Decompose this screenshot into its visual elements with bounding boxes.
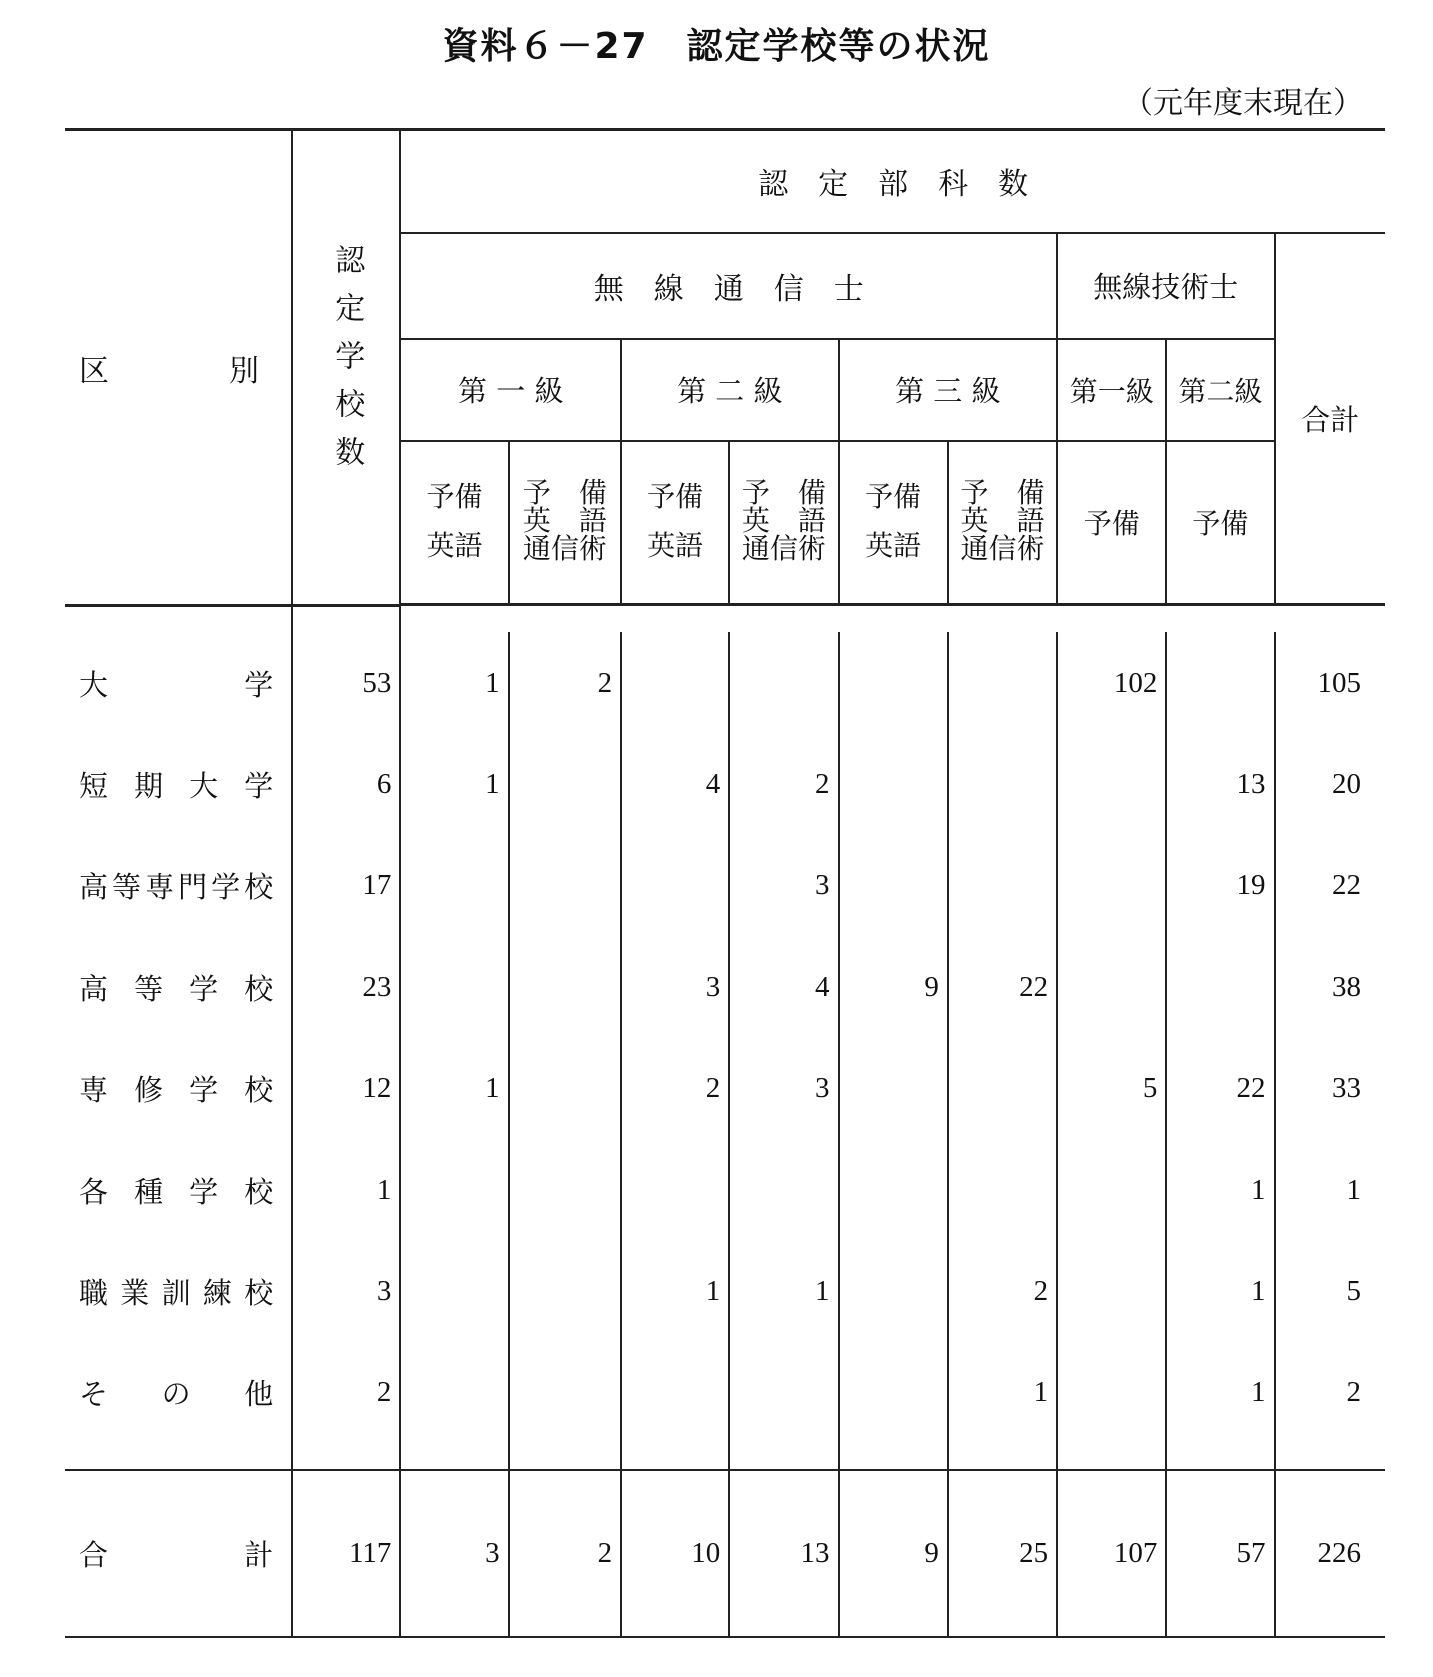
header-eng2-prep bbox=[1166, 441, 1274, 604]
row-school-count: 23 bbox=[292, 937, 400, 1038]
row-value-c4: 4 bbox=[729, 937, 838, 1038]
row-value-c4: 3 bbox=[729, 835, 838, 936]
row-value-c3 bbox=[621, 1342, 729, 1443]
row-value-c6: 25 bbox=[948, 1470, 1057, 1637]
row-value-c1 bbox=[400, 1342, 508, 1443]
table-row bbox=[65, 937, 1385, 1038]
row-total: 1 bbox=[1346, 1173, 1361, 1206]
row-school-count: 17 bbox=[292, 835, 400, 936]
header-school-count-label: 認定学校数 bbox=[329, 244, 365, 485]
row-total: 226 bbox=[1275, 1470, 1385, 1637]
row-value-c5 bbox=[839, 734, 948, 835]
row-value-c4: 3 bbox=[729, 1038, 838, 1139]
row-category: そ の 他 bbox=[65, 1342, 292, 1443]
row-value-c4 bbox=[729, 1139, 838, 1240]
row-value-c2: 2 bbox=[509, 632, 622, 733]
header-g2-prep-eng-comm bbox=[729, 441, 838, 604]
row-value-c4: 13 bbox=[729, 1470, 838, 1637]
header-radio-operator bbox=[400, 233, 1057, 339]
row-category: 各種学校 bbox=[65, 1139, 292, 1240]
sub-label-prep: 予 備 bbox=[522, 476, 607, 510]
header-g3-prep-eng-comm bbox=[948, 441, 1057, 604]
sub-label-english: 英 語 bbox=[522, 504, 607, 538]
row-category: 高等学校 bbox=[65, 937, 292, 1038]
row-value-c7 bbox=[1057, 734, 1166, 835]
table-row bbox=[65, 1038, 1385, 1139]
row-value-c2 bbox=[509, 734, 622, 835]
row-category: 専修学校 bbox=[65, 1038, 292, 1139]
row-value-c2: 2 bbox=[509, 1470, 622, 1637]
row-school-count: 53 bbox=[292, 632, 400, 733]
header-eng-grade2 bbox=[1166, 339, 1274, 441]
spacer-row bbox=[65, 1444, 1385, 1470]
sub-label-comm: 通信術 bbox=[522, 532, 607, 566]
row-total: 105 bbox=[1317, 666, 1361, 699]
row-value-c7 bbox=[1057, 835, 1166, 936]
row-value-c6: 1 bbox=[948, 1342, 1057, 1443]
row-value-c7: 107 bbox=[1057, 1470, 1166, 1637]
row-value-c3: 3 bbox=[621, 937, 729, 1038]
row-value-c7: 102 bbox=[1057, 632, 1166, 733]
row-value-c5: 9 bbox=[839, 937, 948, 1038]
row-value-c8 bbox=[1166, 632, 1274, 733]
sub-label-prep: 予 備 bbox=[741, 476, 826, 510]
table-row bbox=[65, 1139, 1385, 1240]
document-title: 資料６－27 認定学校等の状況 bbox=[442, 26, 991, 67]
row-value-c2 bbox=[509, 1342, 622, 1443]
header-dept-count-label: 認 定 部 科 数 bbox=[758, 167, 1029, 203]
row-value-c7 bbox=[1057, 1241, 1166, 1342]
row-school-count: 1 bbox=[292, 1139, 400, 1240]
row-category: 職業訓練校 bbox=[65, 1241, 292, 1342]
row-value-c1: 1 bbox=[400, 1038, 508, 1139]
header-grade3-label: 第 三 級 bbox=[895, 374, 1001, 409]
row-value-c5: 9 bbox=[839, 1470, 948, 1637]
sub-label-english: 英語 bbox=[426, 529, 483, 563]
row-value-c5 bbox=[839, 835, 948, 936]
row-value-c3: 4 bbox=[621, 734, 729, 835]
row-value-c8: 1 bbox=[1166, 1342, 1274, 1443]
row-school-count: 6 bbox=[292, 734, 400, 835]
table-row bbox=[65, 835, 1385, 936]
header-category-label: 区 別 bbox=[79, 353, 259, 389]
table-body bbox=[65, 632, 1385, 1637]
table-row bbox=[65, 1241, 1385, 1342]
row-value-c2 bbox=[509, 1241, 622, 1342]
sub-label-prep: 予備 bbox=[1083, 507, 1140, 541]
header-radio-operator-label: 無 線 通 信 士 bbox=[593, 271, 864, 307]
row-value-c3 bbox=[621, 1139, 729, 1240]
certified-schools-table bbox=[65, 128, 1385, 1638]
header-school-count bbox=[292, 130, 400, 605]
row-value-c8: 1 bbox=[1166, 1139, 1274, 1240]
row-value-c8: 13 bbox=[1166, 734, 1274, 835]
row-total: 38 bbox=[1332, 970, 1361, 1003]
row-value-c3: 10 bbox=[621, 1470, 729, 1637]
header-g1-prep-english bbox=[400, 441, 508, 604]
header-dept-count bbox=[400, 130, 1385, 233]
table-row bbox=[65, 1342, 1385, 1443]
row-value-c2 bbox=[509, 1038, 622, 1139]
header-radio-engineer bbox=[1057, 233, 1274, 339]
totals-row bbox=[65, 1470, 1385, 1637]
row-value-c3 bbox=[621, 632, 729, 733]
row-value-c5 bbox=[839, 1241, 948, 1342]
header-g3-prep-english bbox=[839, 441, 948, 604]
row-school-count: 3 bbox=[292, 1241, 400, 1342]
row-value-c8: 57 bbox=[1166, 1470, 1274, 1637]
header-total-label: 合計 bbox=[1301, 402, 1360, 437]
row-value-c3: 1 bbox=[621, 1241, 729, 1342]
row-value-c8: 1 bbox=[1166, 1241, 1274, 1342]
row-school-count: 117 bbox=[292, 1470, 400, 1637]
row-category: 短期大学 bbox=[65, 734, 292, 835]
row-value-c4 bbox=[729, 1342, 838, 1443]
sub-label-prep: 予備 bbox=[426, 480, 483, 514]
row-value-c7 bbox=[1057, 1342, 1166, 1443]
row-value-c3 bbox=[621, 835, 729, 936]
header-grade2-label: 第 二 級 bbox=[677, 374, 783, 409]
sub-label-comm: 通信術 bbox=[741, 532, 826, 566]
row-value-c1: 3 bbox=[400, 1470, 508, 1637]
row-total: 33 bbox=[1332, 1072, 1361, 1105]
row-value-c7 bbox=[1057, 1139, 1166, 1240]
row-value-c1 bbox=[400, 835, 508, 936]
header-grade1 bbox=[400, 339, 621, 441]
header-grade3 bbox=[839, 339, 1058, 441]
row-value-c6 bbox=[948, 734, 1057, 835]
row-value-c7: 5 bbox=[1057, 1038, 1166, 1139]
row-value-c5 bbox=[839, 1342, 948, 1443]
header-eng-grade1-label: 第一級 bbox=[1069, 374, 1154, 408]
row-total: 22 bbox=[1332, 869, 1361, 902]
date-note: （元年度末現在） bbox=[1123, 86, 1363, 121]
table-row bbox=[65, 632, 1385, 733]
row-total: 20 bbox=[1332, 767, 1361, 800]
row-value-c7 bbox=[1057, 937, 1166, 1038]
sub-label-prep: 予 備 bbox=[960, 476, 1045, 510]
header-eng-grade2-label: 第二級 bbox=[1178, 374, 1263, 408]
row-value-c1 bbox=[400, 1139, 508, 1240]
sub-label-english: 英語 bbox=[647, 529, 704, 563]
header-radio-engineer-label: 無線技術士 bbox=[1093, 270, 1239, 305]
row-value-c5 bbox=[839, 1139, 948, 1240]
row-value-c2 bbox=[509, 1139, 622, 1240]
row-value-c8 bbox=[1166, 937, 1274, 1038]
row-value-c6: 2 bbox=[948, 1241, 1057, 1342]
row-value-c3: 2 bbox=[621, 1038, 729, 1139]
header-g2-prep-english bbox=[621, 441, 729, 604]
row-value-c5 bbox=[839, 632, 948, 733]
row-category: 大 学 bbox=[65, 632, 292, 733]
row-value-c8: 22 bbox=[1166, 1038, 1274, 1139]
row-school-count: 12 bbox=[292, 1038, 400, 1139]
header-total bbox=[1275, 233, 1385, 604]
table-row bbox=[65, 734, 1385, 835]
row-value-c1: 1 bbox=[400, 734, 508, 835]
row-value-c6 bbox=[948, 835, 1057, 936]
row-value-c1 bbox=[400, 937, 508, 1038]
row-value-c4: 1 bbox=[729, 1241, 838, 1342]
row-total: 5 bbox=[1346, 1274, 1361, 1307]
sub-label-prep: 予備 bbox=[1192, 507, 1249, 541]
header-grade2 bbox=[621, 339, 838, 441]
row-category: 高等専門学校 bbox=[65, 835, 292, 936]
row-total: 2 bbox=[1346, 1376, 1361, 1409]
header-eng-grade1 bbox=[1057, 339, 1166, 441]
sub-label-english: 英 語 bbox=[741, 504, 826, 538]
sub-label-english: 英 語 bbox=[960, 504, 1045, 538]
row-value-c4 bbox=[729, 632, 838, 733]
row-value-c6 bbox=[948, 1038, 1057, 1139]
header-eng1-prep bbox=[1057, 441, 1166, 604]
row-value-c6 bbox=[948, 632, 1057, 733]
row-value-c4: 2 bbox=[729, 734, 838, 835]
sub-label-english: 英語 bbox=[865, 529, 922, 563]
sub-label-prep: 予備 bbox=[865, 480, 922, 514]
sub-label-prep: 予備 bbox=[647, 480, 704, 514]
row-value-c2 bbox=[509, 937, 622, 1038]
row-value-c2 bbox=[509, 835, 622, 936]
row-value-c1: 1 bbox=[400, 632, 508, 733]
row-category: 合 計 bbox=[65, 1470, 292, 1637]
row-value-c6 bbox=[948, 1139, 1057, 1240]
row-school-count: 2 bbox=[292, 1342, 400, 1443]
sub-label-comm: 通信術 bbox=[960, 532, 1045, 566]
row-value-c5 bbox=[839, 1038, 948, 1139]
row-value-c1 bbox=[400, 1241, 508, 1342]
header-g1-prep-eng-comm bbox=[509, 441, 622, 604]
row-value-c8: 19 bbox=[1166, 835, 1274, 936]
header-grade1-label: 第 一 級 bbox=[458, 374, 564, 409]
header-category bbox=[65, 130, 292, 605]
row-value-c6: 22 bbox=[948, 937, 1057, 1038]
